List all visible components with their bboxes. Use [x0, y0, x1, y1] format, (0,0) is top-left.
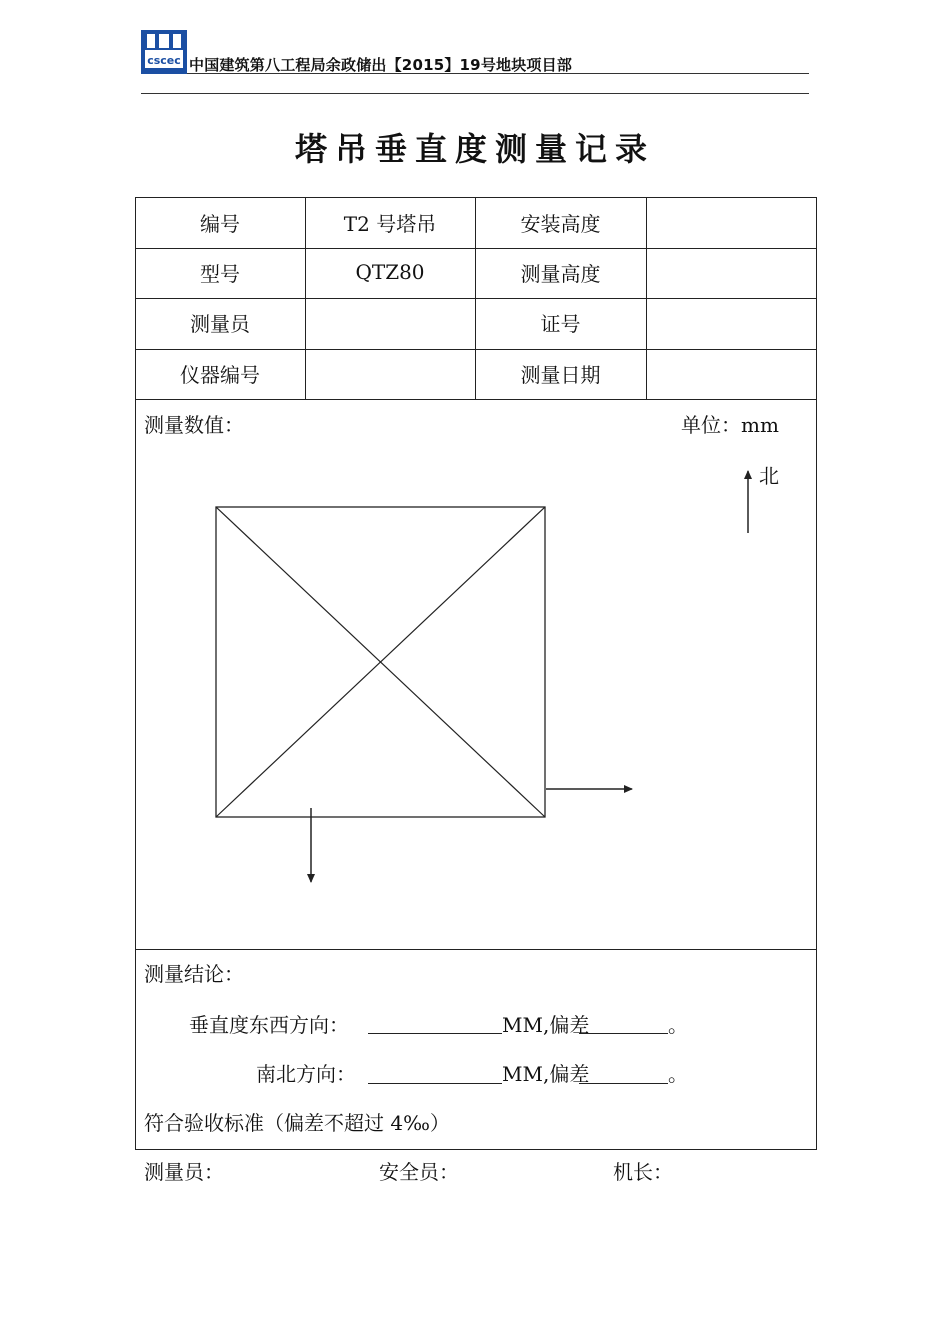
conclusion-label: 测量结论：	[144, 962, 244, 986]
ew-unit-text: MM,偏差	[502, 1013, 590, 1037]
unit-label: 单位：mm	[681, 413, 779, 437]
signature-operator: 机长：	[613, 1160, 673, 1184]
label-number: 编号	[200, 211, 240, 236]
svg-text:cscec: cscec	[147, 54, 181, 67]
document-header	[141, 30, 809, 94]
company-logo	[141, 30, 187, 74]
label-model: 型号	[200, 261, 240, 286]
ew-label: 垂直度东西方向：	[189, 1013, 349, 1037]
record-form	[135, 197, 817, 1150]
ns-deviation-field[interactable]	[579, 1061, 668, 1084]
north-label: 北	[759, 464, 779, 488]
tower-base-square	[216, 507, 545, 817]
header-rule-bottom	[141, 93, 809, 94]
ns-value-field[interactable]	[368, 1061, 502, 1084]
ew-end-mark: 。	[668, 1013, 688, 1037]
page-title: 塔吊垂直度测量记录	[294, 130, 655, 168]
label-install-height: 安装高度	[520, 211, 601, 236]
ew-value-field[interactable]	[368, 1011, 502, 1034]
signature-safety-officer: 安全员：	[379, 1160, 459, 1184]
ns-unit-text: MM,偏差	[502, 1062, 590, 1086]
label-measure-date: 测量日期	[520, 362, 601, 387]
measurement-diagram	[135, 197, 817, 949]
label-instrument-number: 仪器编号	[180, 362, 260, 387]
header-rule	[187, 73, 809, 74]
label-certificate: 证号	[540, 311, 581, 336]
label-surveyor: 测量员	[190, 311, 250, 336]
acceptance-standard: 符合验收标准（偏差不超过 4‰）	[144, 1111, 450, 1135]
label-measure-height: 测量高度	[520, 261, 601, 286]
ns-end-mark: 。	[668, 1062, 688, 1086]
value-number[interactable]: T2 号塔吊	[343, 211, 437, 236]
measurement-label: 测量数值：	[144, 413, 244, 437]
ew-deviation-field[interactable]	[579, 1011, 668, 1034]
organization-name: 中国建筑第八工程局余政储出【2015】19号地块项目部	[189, 56, 573, 74]
signature-surveyor: 测量员：	[144, 1160, 224, 1184]
ns-label: 南北方向：	[256, 1062, 356, 1086]
value-model[interactable]: QTZ80	[355, 260, 425, 284]
row-divider	[135, 949, 817, 950]
